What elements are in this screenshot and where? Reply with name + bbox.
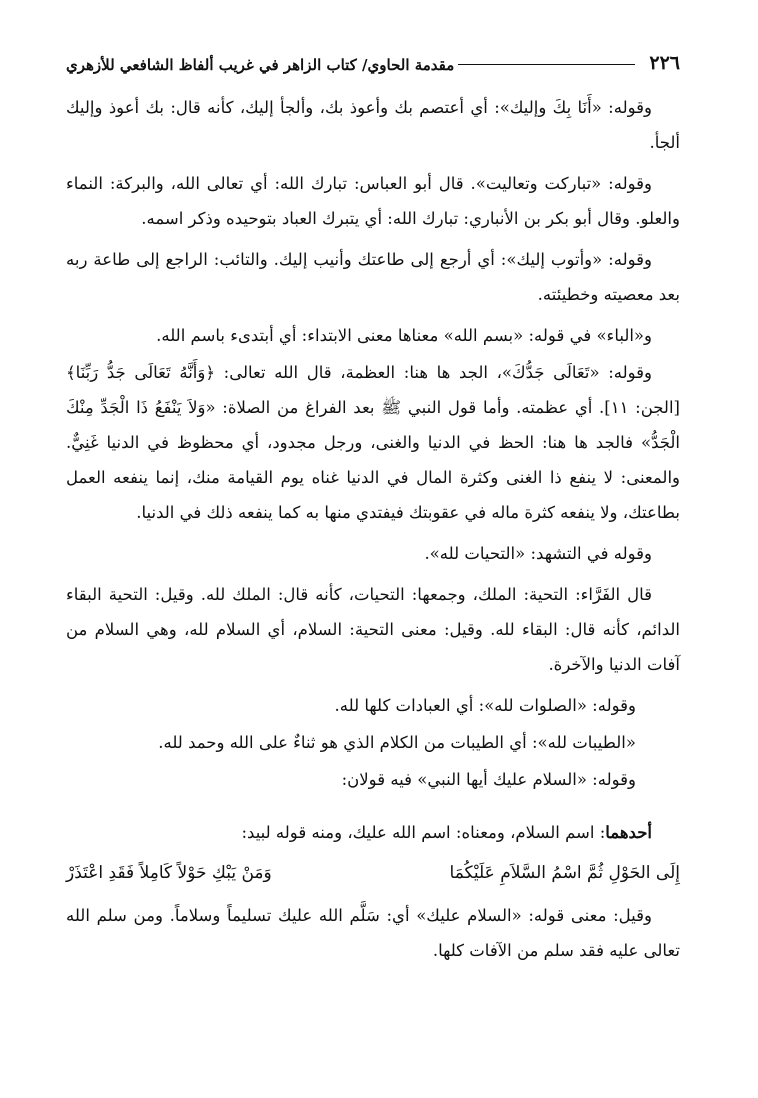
paragraph-atubu: وقوله: «وأتوب إليك»: أي أرجع إلى طاعتك وأنيب إليك. والتائب: الراجع إلى طاعة ربه بعد معصيته وخطيئته. xyxy=(66,250,680,304)
paragraph-farra: قال الفَرَّاء: التحية: الملك، وجمعها: التحيات، كأنه قال: الملك لله. وقيل: التحية البقاء الدائم، كأنه قال: البقاء لله. وقيل: معنى التحية: السلام، أي السلام لله، وهي السلام من آفات الدنيا والآخرة. xyxy=(66,585,680,674)
paragraph-al-baa: و«الباء» في قوله: «بسم الله» معناها معنى الابتداء: أي أبتدىء باسم الله. xyxy=(156,326,652,345)
paragraph-ana-bika: وقوله: «أَنَا بِكَ وإليك»: أي أعتصم بك وأعوذ بك، وألجأ إليك، كأنه قال: بك أعوذ وإليك ألجأ. xyxy=(66,98,680,152)
first-opinion-text: : اسم السلام، ومعناه: اسم الله عليك، ومنه قوله لبيد: xyxy=(241,823,606,842)
header-rule xyxy=(458,64,635,65)
paragraph-tayyibat: «الطيبات لله»: أي الطيبات من الكلام الذي هو ثناءٌ على الله وحمد لله. xyxy=(158,733,636,752)
paragraph-first-opinion xyxy=(66,815,680,850)
page-number: ٢٢٦ xyxy=(649,52,680,74)
paragraph-tabarakta: وقوله: «تباركت وتعاليت». قال أبو العباس: تبارك الله: أي تعالى الله، والبركة: النماء والعلو. وقال أبو بكر بن الأنباري: تبارك الله: أي يتبرك العباد بتوحيده وذكر اسمه. xyxy=(66,174,680,228)
running-title: مقدمة الحاوي/ كتاب الزاهر في غريب ألفاظ الشافعي للأزهري xyxy=(66,56,455,74)
verse-second-hemistich: وَمَنْ يَبْكِ حَوْلاً كَامِلاً فَقَدِ اعْتَذَرْ xyxy=(66,863,272,883)
page xyxy=(66,44,680,974)
first-opinion-lead: أحدهما xyxy=(605,823,652,842)
body-text xyxy=(66,90,680,968)
paragraph-tashahhud: وقوله في التشهد: «التحيات لله». xyxy=(424,544,652,563)
poetry-verse xyxy=(66,852,680,894)
paragraph-closing: وقيل: معنى قوله: «السلام عليك» أي: سَلَّم الله عليك تسليماً وسلاماً. ومن سلم الله تعالى عليه فقد سلم من الآفات كلها. xyxy=(66,906,680,960)
page-header xyxy=(66,44,680,78)
paragraph-salam-alayka: وقوله: «السلام عليك أيها النبي» فيه قولان: xyxy=(341,770,636,789)
paragraph-salawat: وقوله: «الصلوات لله»: أي العبادات كلها لله. xyxy=(334,696,636,715)
verse-first-hemistich: إِلَى الحَوْلِ ثُمَّ اسْمُ السَّلاَمِ عَلَيْكُمَا xyxy=(449,863,680,883)
paragraph-jadduka: وقوله: «تَعَالَى جَدُّكَ»، الجد ها هنا: العظمة، قال الله تعالى: ﴿وَأَنَّهُ تَعَالَى جَدُّ رَبِّنَا﴾ [الجن: ١١]. أي عظمته. وأما قول النبي ﷺ بعد الفراغ من الصلاة: «وَلاَ يَنْفَعُ ذَا الْجَدِّ مِنْكَ الْجَدُّ» فالجد ها هنا: الحظ في الدنيا والغنى، ورجل مجدود، أي محظوظ في الدنيا غَنِيٌّ. والمعنى: لا ينفع ذا الغنى وكثرة المال في الدنيا غناه يوم القيامة منك، إنما ينفعه العمل بطاعتك، ولا ينفعه كثرة ماله في عقوبتك فيفتدي منها به كما ينفعه ذلك في الدنيا. xyxy=(66,363,680,522)
